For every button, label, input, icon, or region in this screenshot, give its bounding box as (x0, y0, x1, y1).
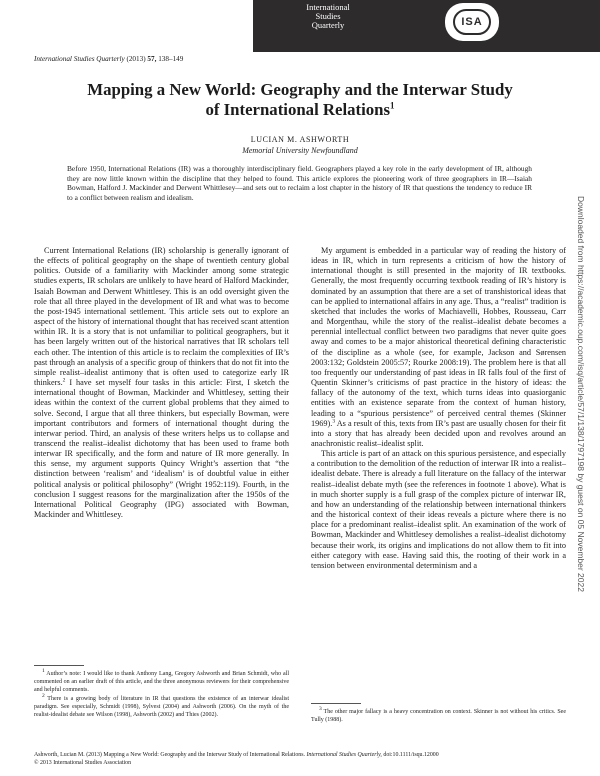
article-title: Mapping a New World: Geography and the Interwar Study of International Relations$^1$ (87, 80, 513, 119)
isa-logo-mark: ISA (453, 9, 491, 35)
paragraph: My argument is embedded in a particular way of reading the history of ideas in IR, which in turn represents a criticism of how the history of international thought is still presented in the majority of IR textbooks. Generally, the most frequently occurring textbook reading of IR’s history is dominated by an assumption that there are a set of transhistorical ideas that can be applied to international affairs in any age. Thus, a “realist” tradition is sketched that includes the works of Machiavelli, Hobbes, Rousseau, Carr and Morgenthau, while the story of the realist–idealist debate becomes a perennial intellectual conflict between two paradigms that never quite goes away and comes to be a major ahistorical theoretical defining characteristic of the discipline as a whole (see, for example, Jackson and Sørensen 2003:132; Goldstein 2005:57; Rourke 2008:19). The problem here is that all too frequently our understanding of past ideas in IR falls foul of the first of Quentin Skinner’s criticisms of past practice in the history of ideas: the fallacy of the autonomy of the text, which turns ideas into quasiorganic entities with an existence separate from the context of human history, leading to a “spurious persistence” of perceived central themes (Skinner 1969).$^3$ As a result of this, texts from IR’s past are usually chosen for their fit into a story that has already been decided upon and revolves around an anachronistic realist–idealist split. (311, 246, 566, 448)
body-left-column (34, 246, 289, 520)
isa-logo (445, 3, 499, 41)
journal-name: International Studies Quarterly (306, 2, 350, 30)
footnote-rule (311, 703, 361, 704)
journal-citation: International Studies Quarterly (2013) 57, 138–149 (34, 55, 184, 63)
footnote-rule (34, 665, 84, 666)
footnote-2: $^2$ There is a growing body of literature in IR that questions the existence of an interwar idealist paradigm. See especially, Schmidt (1998), Sylvest (2004) and Ashworth (2006). On the myth of the realist-idealist debate see Wilson (1998), Ashworth (2002) and Thies (2002). (34, 693, 289, 719)
footnote-3: $^3$ The other major fallacy is a heavy concentration on context. Skinner is not without his critics. See Tully (1988). (311, 706, 566, 724)
copyright: © 2013 International Studies Association (34, 760, 132, 766)
title-footnote-mark[interactable]: 1 (390, 100, 395, 111)
abstract: Before 1950, International Relations (IR) was a thoroughly interdisciplinary field. Geographers played a key role in the early development of IR, although they are now little known within the discipline that they helped to found. This article explores the pioneering work of three geographers in IR—Isaiah Bowman, Halford J. Mackinder and Derwent Whittlesey—and sets out to reclaim a lost chapter in the history of IR that questions the tendency to reduce IR to a conflict between realism and idealism. (67, 164, 532, 203)
footnote-ref[interactable]: 3 (332, 417, 336, 424)
author-affiliation: Memorial University Newfoundland (242, 146, 358, 155)
paragraph: Current International Relations (IR) scholarship is generally ignorant of the effects of political geography on the shape of twentieth century global politics. Outside of a familiarity with Mackinder among some strategic studies experts, IR scholars are unlikely to have heard of Halford Mackinder, Isaiah Bowman and Derwent Whittlesey. This is an odd oversight given the role that all three played in the development of IR and what was to become the post-1945 international settlement. This article sets out to explore an aspect of the history of international thought that has received scant attention within IR. It is a story that is not unfamiliar to political geographers, but it has been largely written out of the historical narratives that IR scholars tell each other. The intention of this article is to reclaim the complexities of IR’s past through an analysis of a specific group of thinkers that do not fit into the simple realist–idealist antimony that is often used to categorize early IR thinkers.$^2$ I have set myself four tasks in this article: First, I sketch the international thought of Bowman, Mackinder and Whittlesey, setting their ideas within the context of the current global problems that they aimed to solve. Second, I argue that all three thinkers, but especially Bowman, were important contributors and formers of international thought during the interwar period. Third, an analysis of these writers helps us to collapse and transcend the realist–idealist dichotomy that has been used to frame both interwar IR specifically, and the form and nature of IR more generally. In this sense, my argument supports Quincy Wright’s assertion that “the distinction between ‘realism’ and ‘idealism’ is of doubtful value in either political analysis or political philosophy” (Wright 1952:119). Fourth, in the conclusion I suggest reasons for the marginalization after the 1950s of the International Political Geography (IPG) associated with Bowman, Mackinder and Whittlesey. (34, 246, 289, 520)
author-name: LUCIAN M. ASHWORTH (250, 135, 350, 144)
body-right-column (311, 246, 566, 571)
journal-banner (253, 0, 600, 52)
footnotes-right (311, 708, 566, 725)
footnote-ref[interactable]: 2 (62, 377, 66, 384)
paragraph: This article is part of an attack on this spurious persistence, and especially a contribution to the demolition of the reduction of interwar IR into a realist–idealist debate. There is already a full literature on the fallacy of the interwar realist–idealist debate myth (see the references in footnote 1 above). What is in much shorter supply is a full grasp of the complex picture of interwar IR, and how an understanding of the relationship between international thinkers and the historical context of their ideas reveals a picture where there is no place for a predominant realist–idealist split. An examination of the work of Bowman, Mackinder and Whittlesey demolishes a realist–idealist dichotomy because their work, its origins and implications do not allow them to fit into either category with ease. Having said this, the rooting of their work in a tension between environmental determinism and a (311, 449, 566, 570)
footnote-1: $^1$ Author’s note: I would like to thank Anthony Lang, Gregory Ashworth and Brian Schmidt, who all commented on an earlier draft of this article, and the three anonymous reviewers for their comprehensive and helpful comments. (34, 668, 289, 694)
footnotes-left (34, 670, 289, 721)
doi-link[interactable]: doi:10.1111/isqu.12000 (383, 752, 439, 758)
article-citation-footer: Ashworth, Lucian M. (2013) Mapping a New World: Geography and the Interwar Study of International Relations. International Studies Quarterly, doi:10.1111/isqu.12000 © 2013 International Studies Association (34, 751, 574, 767)
download-watermark: Downloaded from https://academic.oup.com/isq/article/57/1/138/1797198 by guest on 05 November 2022 (576, 196, 586, 592)
